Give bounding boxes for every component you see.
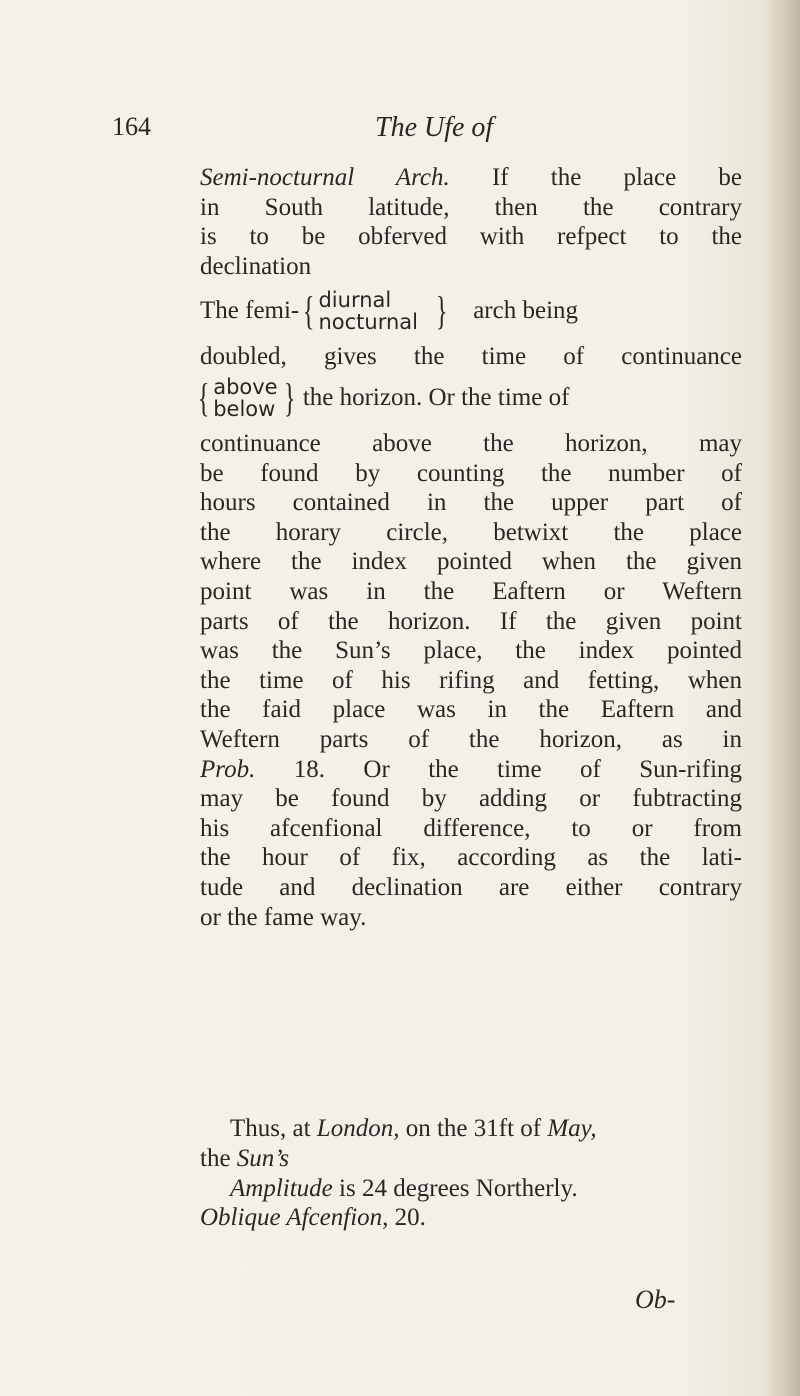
- text-line: be found by counting the number of: [200, 459, 742, 487]
- option-nocturnal: nocturnal: [318, 310, 418, 334]
- text-line: Semi-nocturnal Arch. If the place be: [200, 164, 742, 191]
- text-line: is to be obferved with refpect to the: [200, 223, 742, 251]
- paragraph-example-london: [230, 1114, 742, 1144]
- text-line: or the fame way.: [200, 903, 367, 931]
- text-line: his afcenfional difference, to or from: [200, 814, 742, 842]
- month-name: May,: [547, 1115, 597, 1142]
- example-list: [200, 1144, 742, 1233]
- right-brace-icon: }: [283, 375, 295, 420]
- formula-suffix: arch being: [473, 297, 579, 325]
- option-diurnal: diurnal: [318, 288, 392, 312]
- text-line: the horary circle, betwixt the place: [200, 518, 742, 546]
- text-line: Thus, at London, on the 31ft of May,: [230, 1115, 597, 1142]
- left-brace-icon: {: [197, 375, 210, 420]
- page-header: [0, 112, 800, 152]
- text-line: the hour of fix, according as the lati-: [200, 844, 742, 872]
- right-brace-icon: }: [435, 288, 448, 333]
- formula-above-below: [197, 370, 742, 426]
- section-heading: Semi-nocturnal Arch.: [200, 164, 450, 191]
- text-line: Weftern parts of the horizon, as in: [200, 725, 742, 753]
- page-number: 164: [112, 112, 151, 141]
- paragraph-doubled: [200, 342, 742, 372]
- formula-suffix: the horizon. Or the time of: [302, 384, 570, 412]
- text-line: tude and declination are either contrary: [200, 873, 742, 901]
- paragraph-continuance: [200, 429, 742, 932]
- text-line: may be found by adding or fubtracting: [200, 785, 742, 813]
- text-line: in South latitude, then the contrary: [200, 193, 742, 221]
- formula-options: [318, 289, 418, 333]
- paragraph-semi-nocturnal-arch: [200, 163, 742, 281]
- text-line: hours contained in the upper part of: [200, 489, 742, 517]
- formula-semi-arch: [200, 283, 742, 339]
- catchword: Ob-: [635, 1285, 676, 1314]
- formula-prefix: The femi-: [200, 297, 300, 325]
- text-line: Amplitude is 24 degrees Northerly.: [230, 1174, 578, 1202]
- option-below: below: [213, 397, 276, 421]
- text-line: Oblique Afcenfion, 20.: [200, 1204, 426, 1232]
- page-edge-shadow: [764, 0, 800, 1396]
- text-line: parts of the horizon. If the given point: [200, 607, 742, 635]
- place-name: London,: [316, 1115, 400, 1142]
- left-brace-icon: {: [303, 288, 315, 333]
- text-line: the Sun’s: [200, 1145, 290, 1172]
- formula-options: [213, 376, 277, 420]
- text-line: doubled, gives the time of continuance: [200, 343, 742, 370]
- running-head: The Ufe of: [375, 112, 494, 143]
- text-line: was the Sun’s place, the index pointed: [200, 637, 742, 665]
- text-line: Prob. 18. Or the time of Sun-rifing: [200, 755, 743, 783]
- text-line: continuance above the horizon, may: [200, 430, 742, 457]
- text-line: the faid place was in the Eaftern and: [200, 696, 742, 724]
- problem-reference: Prob.: [200, 755, 256, 783]
- text-line: point was in the Eaftern or Weftern: [200, 577, 742, 605]
- text-line: where the index pointed when the given: [200, 548, 742, 576]
- text-line: the time of his rifing and fetting, when: [200, 666, 742, 694]
- text-line: declination: [200, 252, 312, 280]
- option-above: above: [213, 375, 278, 399]
